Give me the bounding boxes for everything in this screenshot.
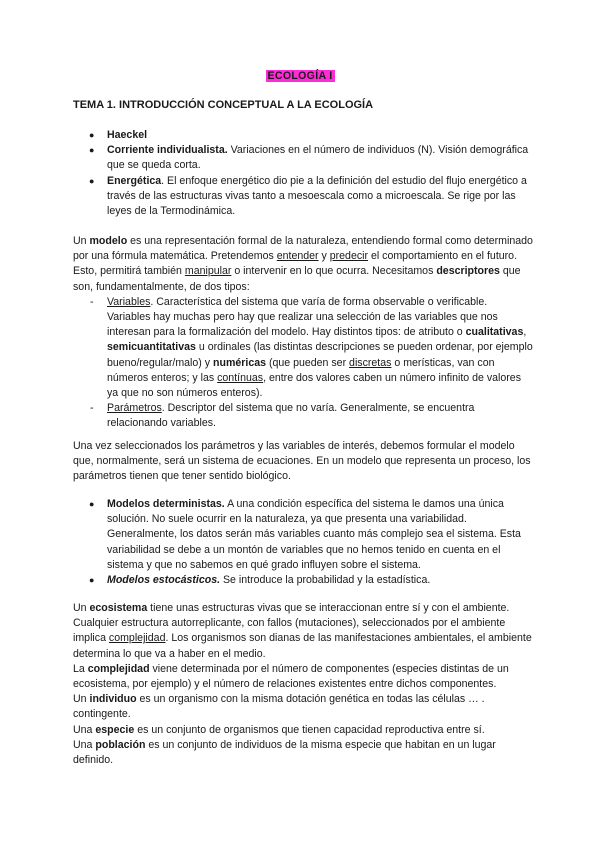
term: cualitativas [465,326,524,339]
paragraph: Una vez seleccionados los parámetros y las variables de interés, debemos formular el modelo que, normalmente, será un sistema de ecuaciones. En un modelo que representa un proceso, los parámetros tienen que tener sentido biológico. [73,440,531,483]
item-text: . El enfoque energético dio pie a la definición del estudio del flujo energético a través de las estructuras vivas tanto a mesoescala como a microescala. Se rige por las leyes de la Termodinámica. [107,174,527,218]
item-heading: Energética [107,174,162,187]
definitions [73,601,533,768]
item-text: Se introduce la probabilidad y la estadística. [220,574,431,587]
paragraph-ecosistema [73,601,533,662]
bullet-icon: ● [89,130,95,140]
list-item [73,174,533,220]
term: semicuantitativas [107,341,196,354]
term: complejidad [87,662,150,675]
list-item [73,573,533,588]
text: La [73,662,88,675]
underlined-term: manipular [184,265,232,278]
text: viene determinada por el número de componentes (especies distintas de un ecosistema, por ejemplo) y el número de relaciones existentes entre dichos componentes. [73,662,509,691]
text: tiene unas estructuras vivas que se interaccionan entre sí y con el ambiente. Cualquier estructura autorreplicante, con fallos (mutaciones), seleccionados por el ambiente implica [73,602,510,645]
text: que son, fundamentalmente, de dos tipos: [73,265,521,293]
text: Un [73,235,90,247]
document-title [0,69,600,84]
seleccion-paragraph [73,439,533,485]
text: (que pueden ser [266,356,350,369]
text: , entre dos valores caben un número infinito de valores ya que no son números enteros). [107,371,521,400]
section-title: TEMA 1. INTRODUCCIÓN CONCEPTUAL A LA ECOLOGÍA [73,99,374,111]
model-types-list [73,497,533,588]
paragraph-poblacion [73,738,533,768]
item-heading: Haeckel [107,129,148,141]
term: población [95,738,146,751]
highlighted-title: ECOLOGÍA I [267,70,333,82]
underlined-term: discretas [349,356,392,369]
text: . Característica del sistema que varía de forma observable o verificable. Variables hay muchas pero hay que realizar una selección de las variables que nos interesan para la formalización del modelo. Hay distintos tipos: de atributo o [107,295,498,339]
underlined-term: entender [276,250,319,263]
underlined-term: predecir [329,250,369,263]
list-item [73,295,533,401]
text: es un conjunto de organismos que tienen capacidad reproductiva entre sí. [134,723,485,736]
item-text: Variaciones en el número de individuos (N). Visión demográfica que se queda corta. [107,144,529,172]
text: es un organismo con la misma dotación genética en todas las células … . contingente. [73,693,485,721]
underlined-term: Parámetros [107,402,162,415]
text: . Los organismos son dianas de las manifestaciones ambientales, el ambiente determina lo que va a haber en el medio. [73,632,532,660]
underlined-term: Variables [107,295,151,308]
text: o merísticas, van con números enteros; y las [107,356,495,384]
list-item [73,143,533,173]
text: o intervenir en lo que ocurra. Necesitamos [231,265,437,278]
bullet-icon: ● [89,575,95,586]
text: Un [73,693,90,706]
paragraph-especie [73,723,533,738]
term: numéricas [213,356,266,369]
term: modelo [89,235,128,247]
text: Una [73,738,96,751]
term: especie [95,723,135,736]
intro-list [73,128,533,219]
text: es una representación formal de la naturaleza, entendiendo formal como determinado por una fórmula matemática. Pretendemos [73,235,533,263]
item-heading: Modelos estocásticos. [107,574,221,587]
text: Un [73,602,90,614]
text: Una [73,723,96,736]
item-text: A una condición específica del sistema le damos una única solución. No suele ocurrir en la naturaleza, ya que presenta una variabilidad. Generalmente, los datos serán más variables cuanto más complejo sea el sistema. Esta variabilidad se debe a un montón de variables que no hemos tenido en cuenta en el sistema y que no sabemos en qué grado influyen sobre el sistema. [107,498,521,571]
paragraph [73,234,533,295]
list-item [73,128,533,143]
underlined-term: contínuas [217,371,264,384]
text: y [318,250,330,263]
paragraph-individuo [73,692,533,722]
text: el comportamiento en el futuro. Esto, permitirá también [73,250,518,278]
bullet-icon: ● [89,499,95,509]
text: es un conjunto de individuos de la misma especie que habitan en un lugar definido. [73,738,496,767]
paragraph-complejidad [73,662,533,692]
dash-marker: - [90,402,94,415]
bullet-icon: ● [89,175,95,186]
term: individuo [89,693,137,706]
item-heading: Corriente individualista. [107,144,228,157]
modelo-paragraph [73,234,533,432]
item-heading: Modelos deterministas. [107,498,225,510]
bullet-icon: ● [89,145,95,156]
text: . Descriptor del sistema que no varía. Generalmente, se encuentra relacionando variables. [107,402,475,430]
list-item [73,497,533,573]
term: ecosistema [89,602,148,614]
list-item [73,401,533,431]
text: u ordinales (las distintas descripciones se pueden ordenar, por ejemplo bueno/regular/malo) y [107,341,533,369]
dash-marker: - [90,295,94,308]
text: , [523,326,527,339]
underlined-term: complejidad [108,632,166,645]
term: descriptores [436,265,500,278]
